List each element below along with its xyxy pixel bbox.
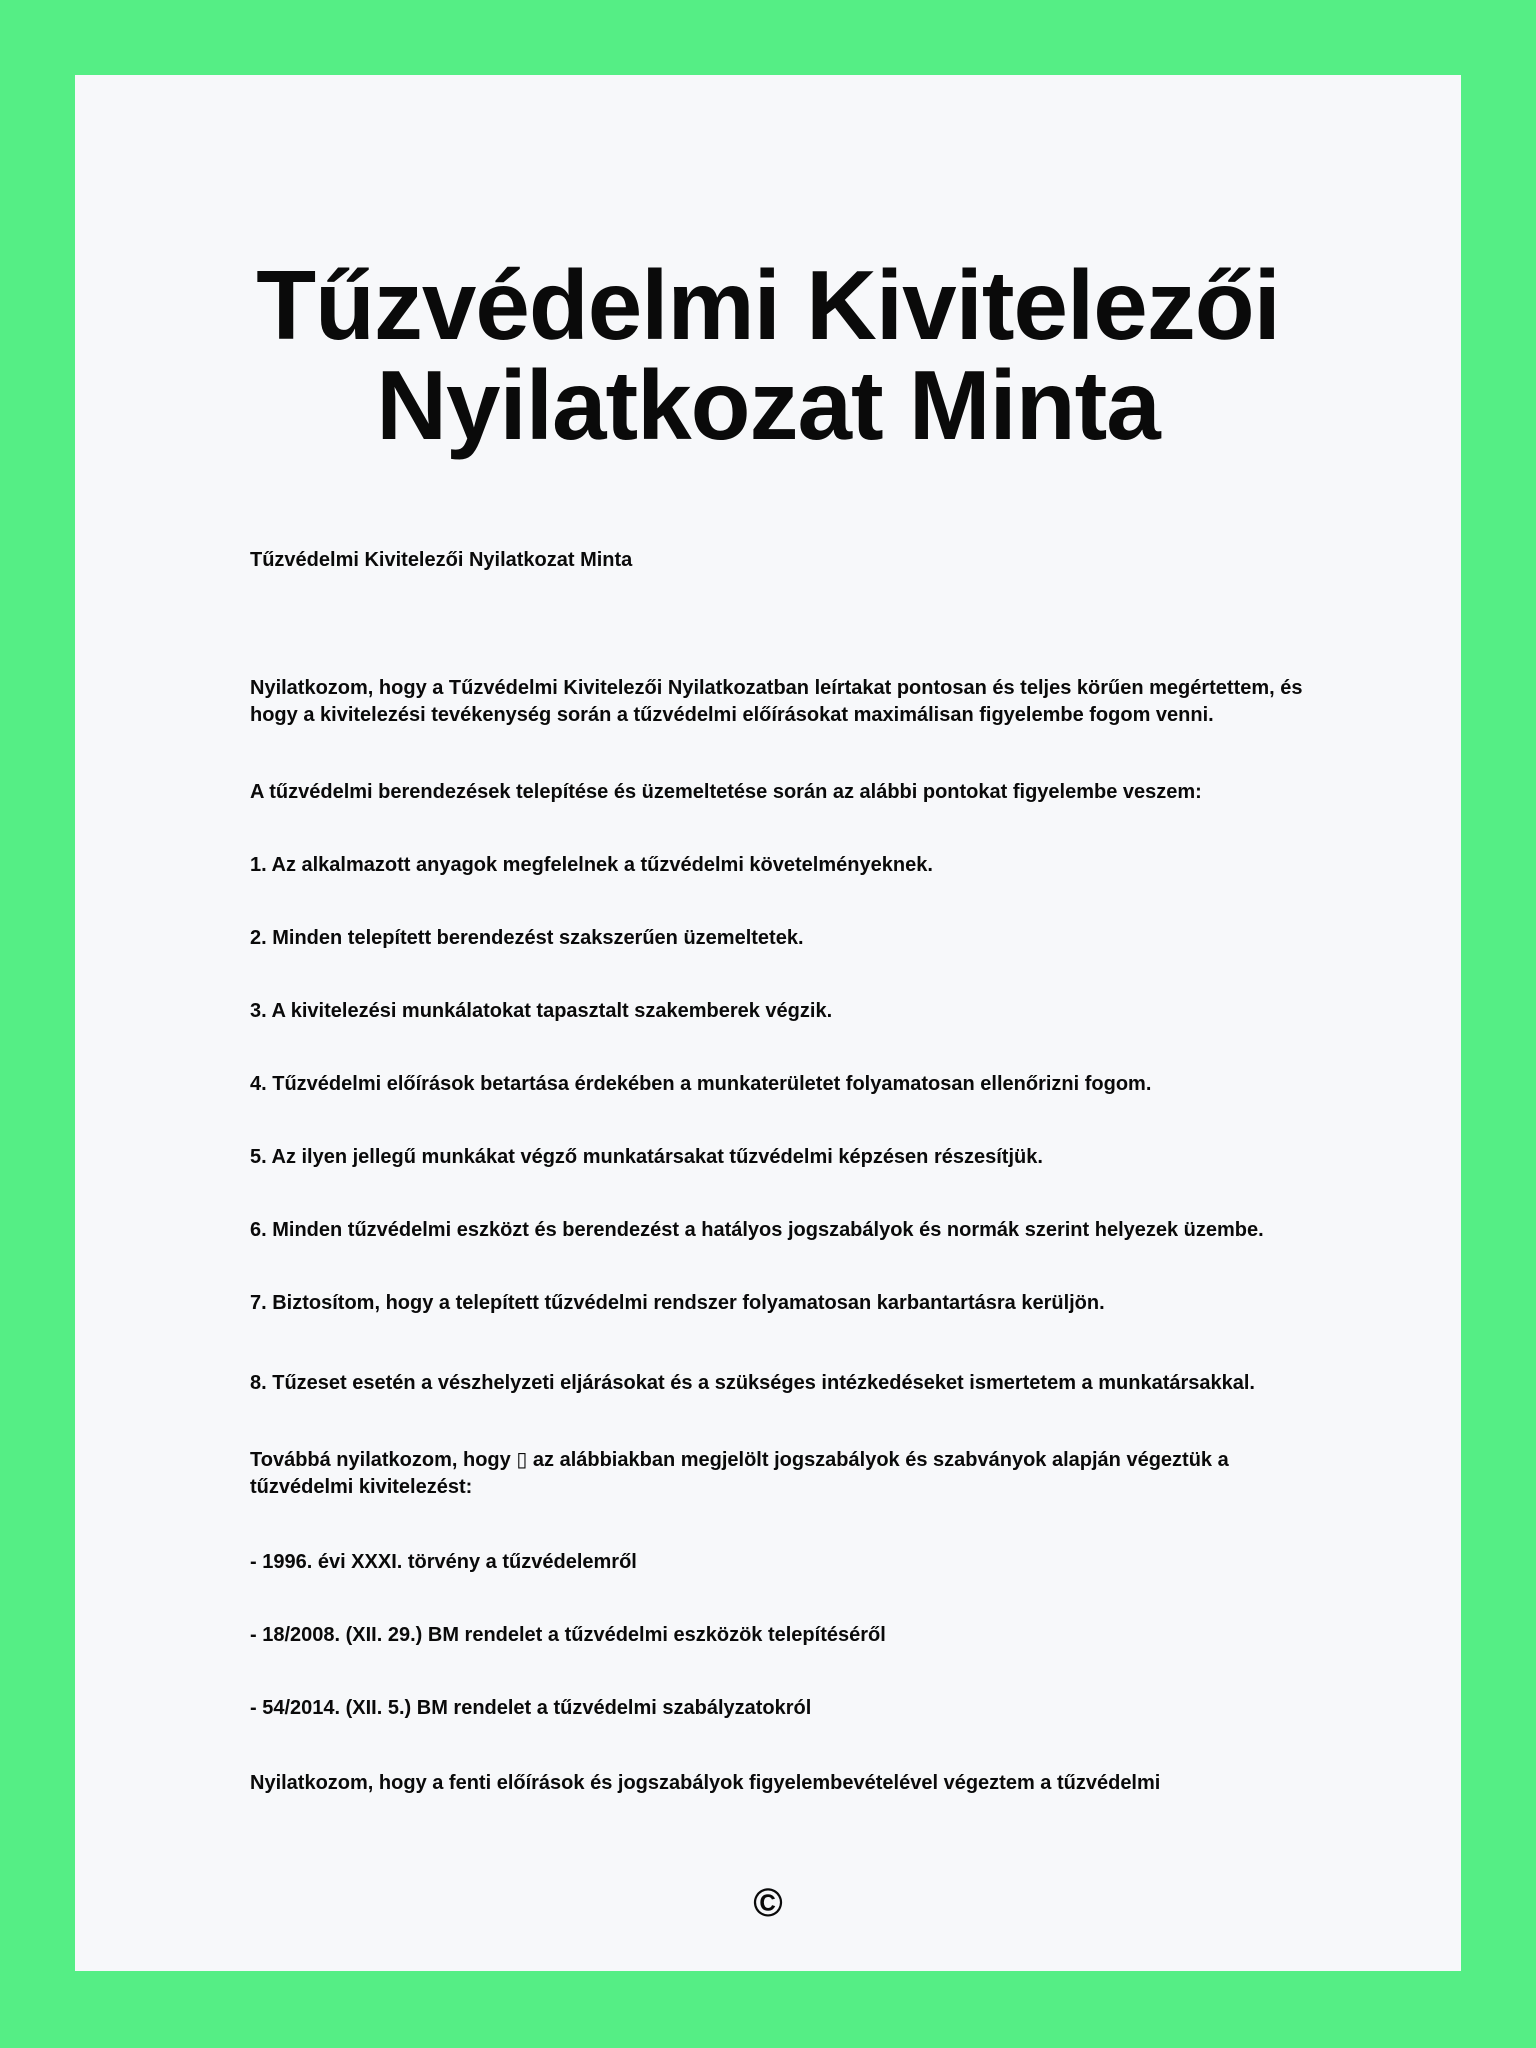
regulation-item-3: - 54/2014. (XII. 5.) BM rendelet a tűzvédelmi szabályzatokról bbox=[250, 1697, 812, 1719]
declaration-item-6: 6. Minden tűzvédelmi eszközt és berendezést a hatályos jogszabályok és normák szerint helyezek üzembe. bbox=[250, 1219, 1264, 1241]
further-declaration-paragraph: Továbbá nyilatkozom, hogy ▯ az alábbiakban megjelölt jogszabályok és szabványok alapján végeztük a tűzvédelmi kivitelezést: bbox=[250, 1449, 1229, 1498]
declaration-item-2: 2. Minden telepített berendezést szakszerűen üzemeltetek. bbox=[250, 927, 804, 949]
list-intro-paragraph: A tűzvédelmi berendezések telepítése és üzemeltetése során az alábbi pontokat figyelembe veszem: bbox=[250, 781, 1202, 803]
regulation-item-1: - 1996. évi XXXI. törvény a tűzvédelemről bbox=[250, 1551, 637, 1573]
document-page bbox=[75, 75, 1461, 1971]
declaration-item-3: 3. A kivitelezési munkálatokat tapasztalt szakemberek végzik. bbox=[250, 1000, 833, 1022]
intro-paragraph: Nyilatkozom, hogy a Tűzvédelmi Kivitelezői Nyilatkozatban leírtakat pontosan és teljes körűen megértettem, és hogy a kivitelezési tevékenység során a tűzvédelmi előírásokat maximálisan figyelembe fogom venni. bbox=[250, 677, 1303, 726]
regulation-item-2: - 18/2008. (XII. 29.) BM rendelet a tűzvédelmi eszközök telepítéséről bbox=[250, 1624, 886, 1646]
declaration-item-1: 1. Az alkalmazott anyagok megfelelnek a tűzvédelmi követelményeknek. bbox=[250, 854, 933, 876]
declaration-item-8: 8. Tűzeset esetén a vészhelyzeti eljárásokat és a szükséges intézkedéseket ismertetem a munkatársakkal. bbox=[250, 1372, 1255, 1394]
closing-paragraph: Nyilatkozom, hogy a fenti előírások és jogszabályok figyelembevételével végeztem a tűzvédelmi bbox=[250, 1772, 1161, 1794]
document-body bbox=[75, 455, 1461, 1797]
declaration-item-7: 7. Biztosítom, hogy a telepített tűzvédelmi rendszer folyamatosan karbantartásra kerüljön. bbox=[250, 1292, 1105, 1314]
declaration-item-4: 4. Tűzvédelmi előírások betartása érdekében a munkaterületet folyamatosan ellenőrizni fogom. bbox=[250, 1073, 1152, 1095]
copyright-symbol: © bbox=[753, 1881, 783, 1925]
document-subtitle: Tűzvédelmi Kivitelezői Nyilatkozat Minta bbox=[250, 549, 633, 571]
document-title: Tűzvédelmi Kivitelezői Nyilatkozat Minta bbox=[256, 250, 1280, 460]
declaration-item-5: 5. Az ilyen jellegű munkákat végző munkatársakat tűzvédelmi képzésen részesítjük. bbox=[250, 1146, 1043, 1168]
